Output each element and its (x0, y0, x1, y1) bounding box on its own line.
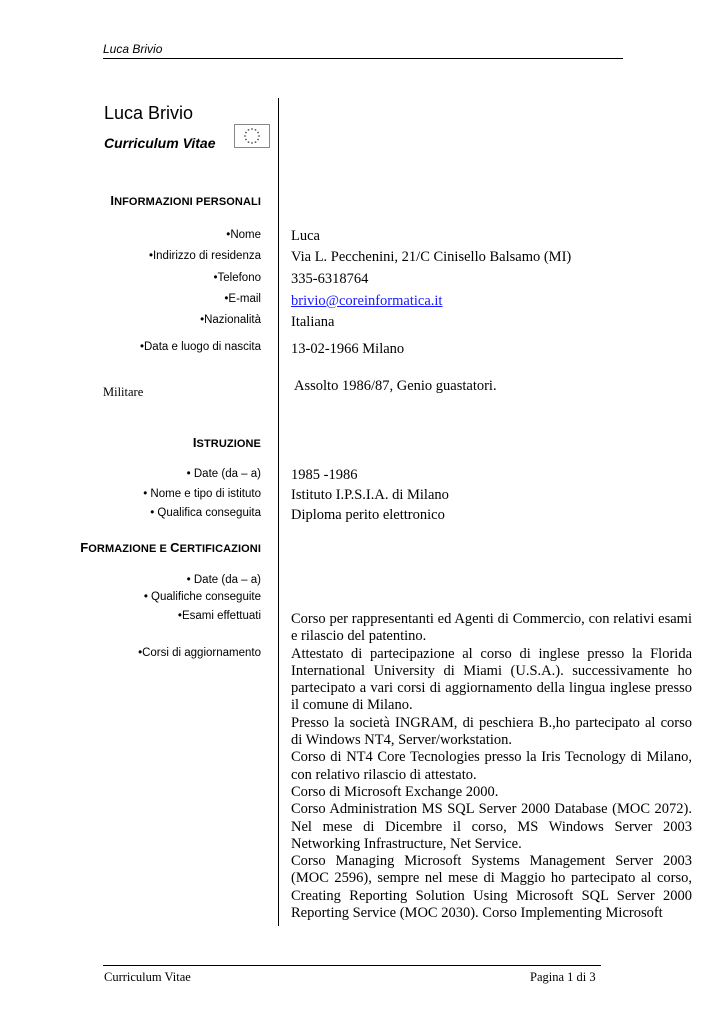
course-paragraph: Corso di NT4 Core Tecnologies presso la Iris Tecnology di Milano, con relativo rilascio di attestato. (291, 749, 692, 783)
label-militare: Militare (103, 385, 144, 399)
label-indirizzo: •Indirizzo di residenza (148, 250, 261, 262)
value-telefono: 335-6318764 (291, 271, 369, 287)
label-form-qualifiche: • Qualifiche conseguite (143, 591, 261, 603)
page-number: Pagina 1 di 3 (530, 970, 596, 984)
label-edu-qualifica: • Qualifica conseguita (150, 507, 261, 519)
value-nome: Luca (291, 228, 320, 244)
label-email: •E-mail (224, 293, 261, 305)
section-heading-personal: INFORMAZIONI PERSONALI (110, 193, 261, 208)
value-edu-date: 1985 -1986 (291, 467, 358, 483)
section-heading-formazione: FORMAZIONE E CERTIFICAZIONI (80, 540, 261, 555)
page-title: Luca Brivio (104, 103, 194, 123)
footer-divider (103, 965, 601, 966)
label-form-esami: •Esami effettuati (177, 610, 261, 622)
label-nome: •Nome (226, 229, 261, 241)
value-nascita: 13-02-1966 Milano (291, 341, 405, 357)
cv-subtitle: Curriculum Vitae (104, 135, 216, 151)
label-edu-date: • Date (da – a) (186, 468, 261, 480)
column-divider (278, 98, 279, 926)
courses-description (291, 611, 692, 922)
email-link-wrap (291, 292, 442, 310)
label-nazionalita: •Nazionalità (200, 314, 261, 326)
header-divider (103, 58, 623, 59)
eu-flag-logo (234, 124, 270, 148)
value-nazionalita: Italiana (291, 314, 335, 330)
value-militare: Assolto 1986/87, Genio guastatori. (294, 378, 497, 394)
email-link[interactable]: brivio@coreinformatica.it (291, 293, 443, 309)
label-telefono: •Telefono (213, 272, 261, 284)
course-paragraph: Corso Administration MS SQL Server 2000 Database (MOC 2072). Nel mese di Dicembre il corso, MS Windows Server 2003 Networking Infrastructure, Net Service. (291, 801, 692, 852)
course-paragraph: Corso per rappresentanti ed Agenti di Commercio, con relativi esami e rilascio del patentino. (291, 611, 692, 645)
course-paragraph: Attestato di partecipazione al corso di inglese presso la Florida International University di Miami (U.S.A.). successivamente ho partecipato a vari corsi di aggiornamento della lingua inglese presso il comune di Milano. (291, 645, 692, 714)
label-nascita: •Data e luogo di nascita (139, 341, 261, 353)
value-edu-istituto: Istituto I.P.S.I.A. di Milano (291, 487, 449, 503)
value-edu-qualifica: Diploma perito elettronico (291, 507, 445, 523)
course-paragraph: Corso Managing Microsoft Systems Management Server 2003 (MOC 2596), sempre nel mese di Maggio ho partecipato al corso, Creating Reporting Solution Using Microsoft SQL Server 2000 Reporting Service (MOC 2030). Corso Implementing Microsoft (291, 853, 692, 922)
value-indirizzo: Via L. Pecchenini, 21/C Cinisello Balsamo (MI) (291, 249, 572, 265)
running-header-name: Luca Brivio (103, 42, 163, 56)
label-form-date: • Date (da – a) (186, 574, 261, 586)
footer-title: Curriculum Vitae (104, 970, 191, 984)
course-paragraph: Presso la società INGRAM, di peschiera B.,ho partecipato al corso di Windows NT4, Server/workstation. (291, 714, 692, 749)
course-paragraph: Corso di Microsoft Exchange 2000. (291, 783, 499, 800)
label-form-corsi: •Corsi di aggiornamento (138, 647, 261, 659)
eu-stars-icon (235, 125, 269, 147)
label-edu-istituto: • Nome e tipo di istituto (143, 488, 261, 500)
section-heading-istruzione: ISTRUZIONE (192, 435, 261, 450)
